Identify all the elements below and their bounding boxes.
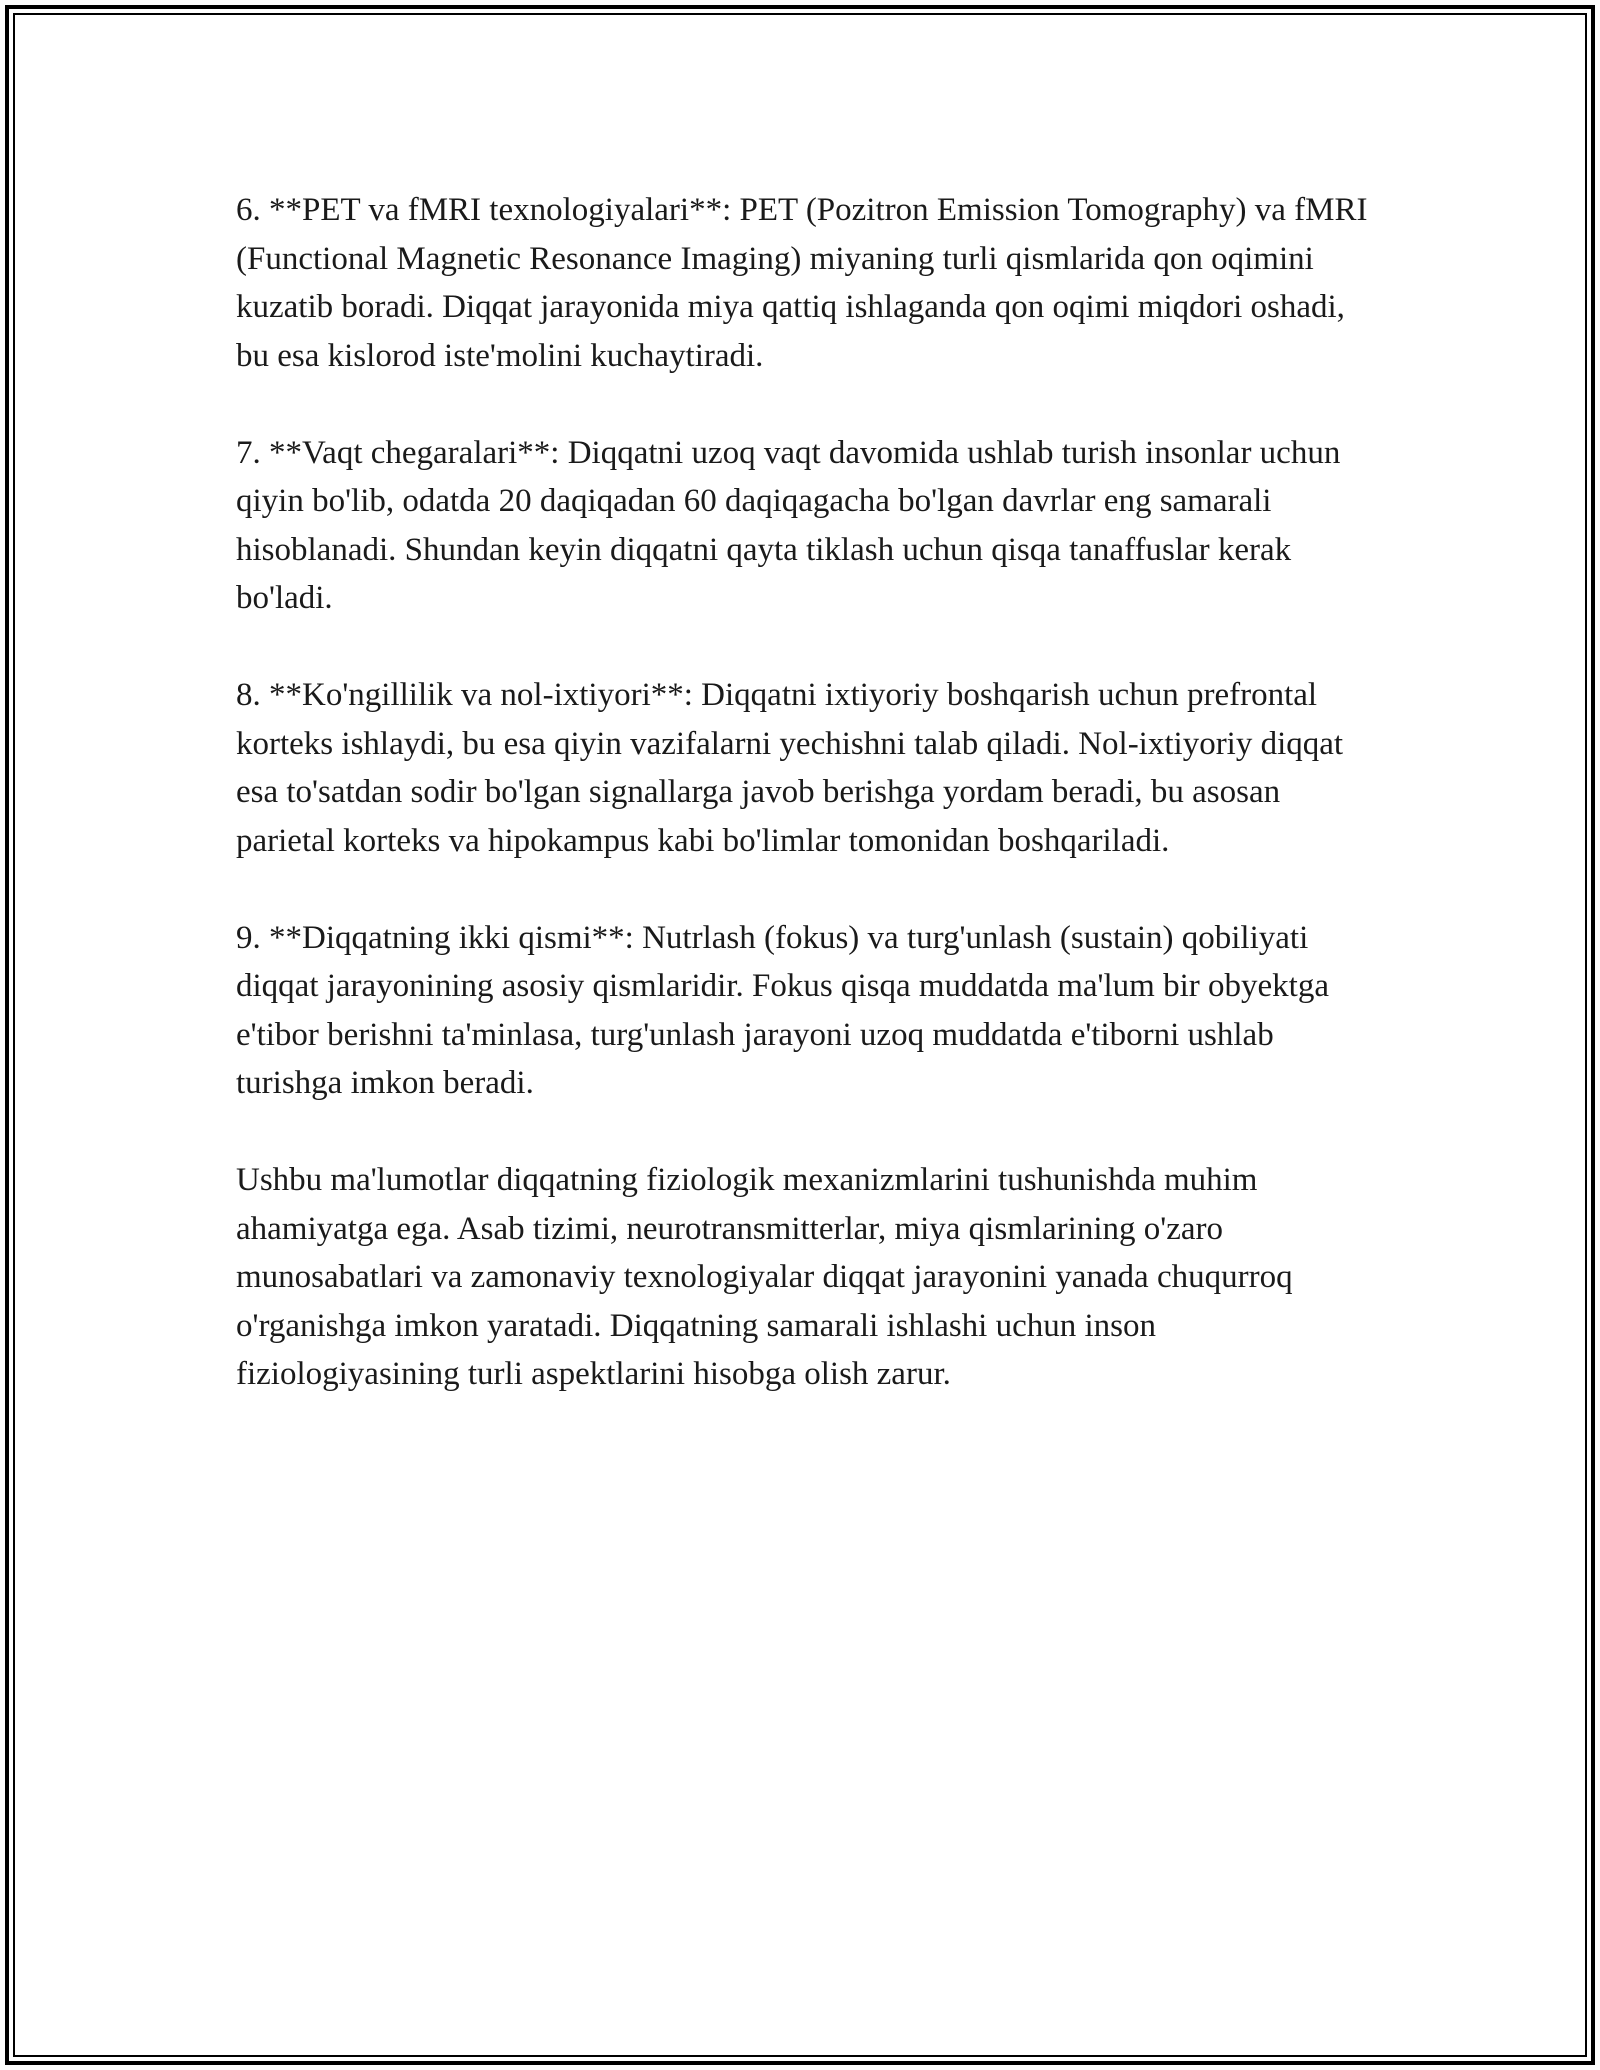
document-body xyxy=(236,186,1376,1399)
paragraph-item-7: 7. **Vaqt chegaralari**: Diqqatni uzoq vaqt davomida ushlab turish insonlar uchun qiyin bo'lib, odatda 20 daqiqadan 60 daqiqagacha bo'lgan davrlar eng samarali hisoblanadi. Shundan keyin diqqatni qayta tiklash uchun qisqa tanaffuslar kerak bo'ladi. xyxy=(236,434,1341,616)
paragraph-item-9: 9. **Diqqatning ikki qismi**: Nutrlash (fokus) va turg'unlash (sustain) qobiliyati diqqat jarayonining asosiy qismlaridir. Fokus qisqa muddatda ma'lum bir obyektga e'tibor berishni ta'minlasa, turg'unlash jarayoni uzoq muddatda e'tiborni ushlab turishga imkon beradi. xyxy=(236,919,1329,1101)
paragraph-item-6: 6. **PET va fMRI texnologiyalari**: PET (Pozitron Emission Tomography) va fMRI (Functional Magnetic Resonance Imaging) miyaning turli qismlarida qon oqimini kuzatib boradi. Diqqat jarayonida miya qattiq ishlaganda qon oqimi miqdori oshadi, bu esa kislorod iste'molini kuchaytiradi. xyxy=(236,192,1368,374)
summary-paragraph: Ushbu ma'lumotlar diqqatning fiziologik mexanizmlarini tushunishda muhim ahamiyatga ega. Asab tizimi, neurotransmitterlar, miya qismlarining o'zaro munosabatlari va zamonaviy texnologiyalar diqqat jarayonini yanada chuqurroq o'rganishga imkon yaratadi. Diqqatning samarali ishlashi uchun inson fiziologiyasining turli aspektlarini hisobga olish zarur. xyxy=(236,1162,1293,1392)
paragraph-item-8: 8. **Ko'ngillilik va nol-ixtiyori**: Diqqatni ixtiyoriy boshqarish uchun prefrontal korteks ishlaydi, bu esa qiyin vazifalarni yechishni talab qiladi. Nol-ixtiyoriy diqqat esa to'satdan sodir bo'lgan signallarga javob berishga yordam beradi, bu asosan parietal korteks va hipokampus kabi bo'limlar tomonidan boshqariladi. xyxy=(236,677,1344,859)
